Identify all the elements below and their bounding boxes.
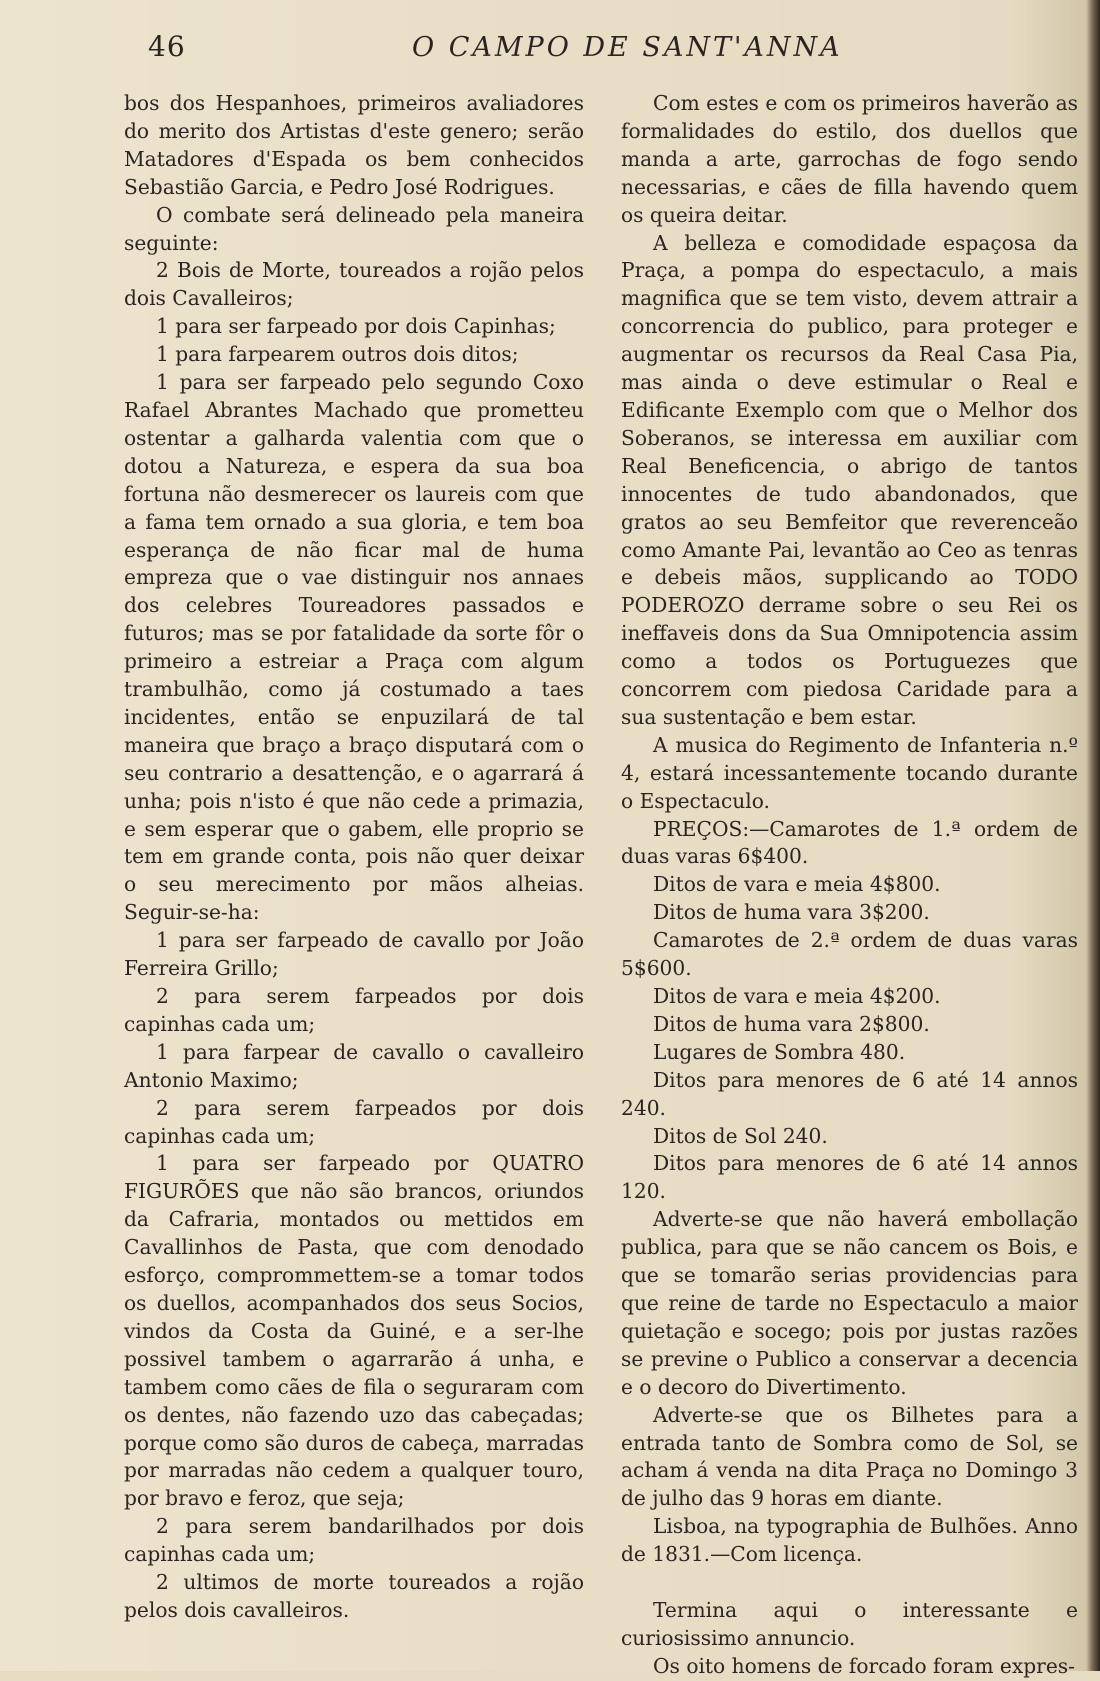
left-paragraph: 2 Bois de Morte, toureados a rojão pelos dois Cavalleiros; xyxy=(124,258,584,311)
page-number: 46 xyxy=(148,30,186,63)
price-line: Ditos de Sol 240. xyxy=(653,1123,828,1148)
page-edge-shadow xyxy=(1086,0,1100,1671)
left-paragraph: bos dos Hespanhoes, primeiros avaliadores do merito dos Artistas d'este genero; serão Matadores d'Espada os bem conhecidos Sebastião Garcia, e Pedro José Rodrigues. xyxy=(124,91,584,199)
price-line: Ditos de huma vara 3$200. xyxy=(653,900,930,925)
running-title: O CAMPO DE SANT'ANNA xyxy=(412,32,843,63)
imprint-line: Lisboa, na typographia de Bulhões. Anno de 1831.—Com licença. xyxy=(621,1514,1078,1567)
left-paragraph: 1 para ser farpeado por QUATRO FIGURÕES que não são brancos, oriundos da Cafraria, montados ou mettidos em Cavallinhos de Pasta, que com denodado esforço, comprommettem-se a tomar todos os duellos, acompanhados dos seus Socios, vindos da Costa da Guiné, e a ser-lhe possivel tambem o agarrarão á unha, e tambem como cães de fila o seguraram com os dentes, não fazendo uzo das cabeçadas; porque como são duros de cabeça, marradas por marradas não cedem a qualquer touro, por bravo e feroz, que seja; xyxy=(124,1151,584,1511)
left-paragraph: 2 para serem farpeados por dois capinhas cada um; xyxy=(124,1095,584,1148)
price-line: Ditos de huma vara 2$800. xyxy=(653,1011,930,1036)
right-paragraph: A musica do Regimento de Infanteria n.º 4, estará incessantemente tocando durante o Espectaculo. xyxy=(621,732,1078,813)
left-paragraph: 2 para serem farpeados por dois capinhas cada um; xyxy=(124,984,584,1036)
page-header xyxy=(0,28,1100,78)
right-paragraph: A belleza e comodidade espaçosa da Praça, a pompa do espectaculo, a mais magnifica que se tem visto, devem attrair a concorrencia do publico, para proteger e augmentar os recursos da Real Casa Pia, mas ainda o deve estimular o Real e Edificante Exemplo com que o Melhor dos Soberanos, se interessa em auxiliar com Real Beneficencia, o abrigo de tantos innocentes de tudo abandonados, que gratos ao seu Bemfeitor que reverenceão como Amante Pai, levantão ao Ceo as tenras e debeis mãos, supplicando ao TODO PODEROZO derrame sobre o seu Rei os ineffaveis dons da Sua Omnipotencia assim como a todos os Portuguezes que concorrem com piedosa Caridade para a sua sustentação e bem estar. xyxy=(621,230,1078,729)
right-paragraph: Termina aqui o interessante e curiosissimo annuncio. xyxy=(621,1597,1078,1650)
left-column xyxy=(124,90,584,1625)
prices-heading: PREÇOS:—Camarotes de 1.ª ordem de duas varas 6$400. xyxy=(621,816,1078,869)
left-paragraph: 1 para ser farpeado por dois Capinhas; xyxy=(156,314,556,339)
left-paragraph: 1 para farpearem outros dois ditos; xyxy=(156,342,519,367)
price-line: Ditos para menores de 6 até 14 annos 240. xyxy=(621,1067,1078,1120)
left-paragraph: 1 para farpear de cavallo o cavalleiro Antonio Maximo; xyxy=(124,1039,584,1092)
blank-line xyxy=(621,1569,1078,1597)
left-paragraph: 1 para ser farpeado de cavallo por João Ferreira Grillo; xyxy=(124,928,584,981)
right-column xyxy=(621,90,1078,1681)
left-paragraph: 2 ultimos de morte toureados a rojão pelos dois cavalleiros. xyxy=(124,1570,584,1622)
right-paragraph: Adverte-se que não haverá embollação publica, para que se não cancem os Bois, e que se tomarão serias providencias para que reine de tarde no Espectaculo a maior quietação e socego; pois por justas razões se previne o Publico a conservar a decencia e o decoro do Divertimento. xyxy=(621,1207,1078,1399)
price-line: Ditos de vara e meia 4$200. xyxy=(653,984,941,1008)
right-paragraph: Com estes e com os primeiros haverão as formalidades do estilo, dos duellos que manda a arte, garrochas de fogo sendo necessarias, e cães de filla havendo quem os queira deitar. xyxy=(621,91,1078,227)
right-paragraph: Adverte-se que os Bilhetes para a entrada tanto de Sombra como de Sol, se acham á venda na dita Praça no Domingo 3 de julho das 9 horas em diante. xyxy=(621,1402,1078,1511)
left-paragraph: 1 para ser farpeado pelo segundo Coxo Rafael Abrantes Machado que prometteu ostentar a galharda valentia com que o dotou a Natureza, e espera da sua boa fortuna não desmerecer os laureis com que a fama tem ornado a sua gloria, e tem boa esperança de não ficar mal de huma empreza que o vae distinguir nos annaes dos celebres Toureadores passados e futuros; mas se por fatalidade da sorte fôr o primeiro a estreiar a Praça com algum trambulhão, como já costumado a taes incidentes, então se enpuzilará de tal maneira que braço a braço disputará com o seu contrario a desattenção, e o agarrará á unha; pois n'isto é que não cede a primazia, e sem esperar que o gabem, elle proprio se tem em grande conta, pois não quer deixar o seu merecimento por mãos alheias. Seguir-se-ha: xyxy=(124,370,584,925)
price-line: Ditos para menores de 6 até 14 annos 120. xyxy=(621,1151,1078,1204)
right-paragraph: Os oito homens de forcado foram expres- xyxy=(653,1653,1075,1678)
left-paragraph: O combate será delineado pela maneira seguinte: xyxy=(124,202,584,255)
price-line: Camarotes de 2.ª ordem de duas varas 5$600. xyxy=(621,928,1078,981)
price-line: Ditos de vara e meia 4$800. xyxy=(653,872,941,897)
left-paragraph: 2 para serem bandarilhados por dois capinhas cada um; xyxy=(124,1514,584,1567)
price-line: Lugares de Sombra 480. xyxy=(653,1039,906,1064)
